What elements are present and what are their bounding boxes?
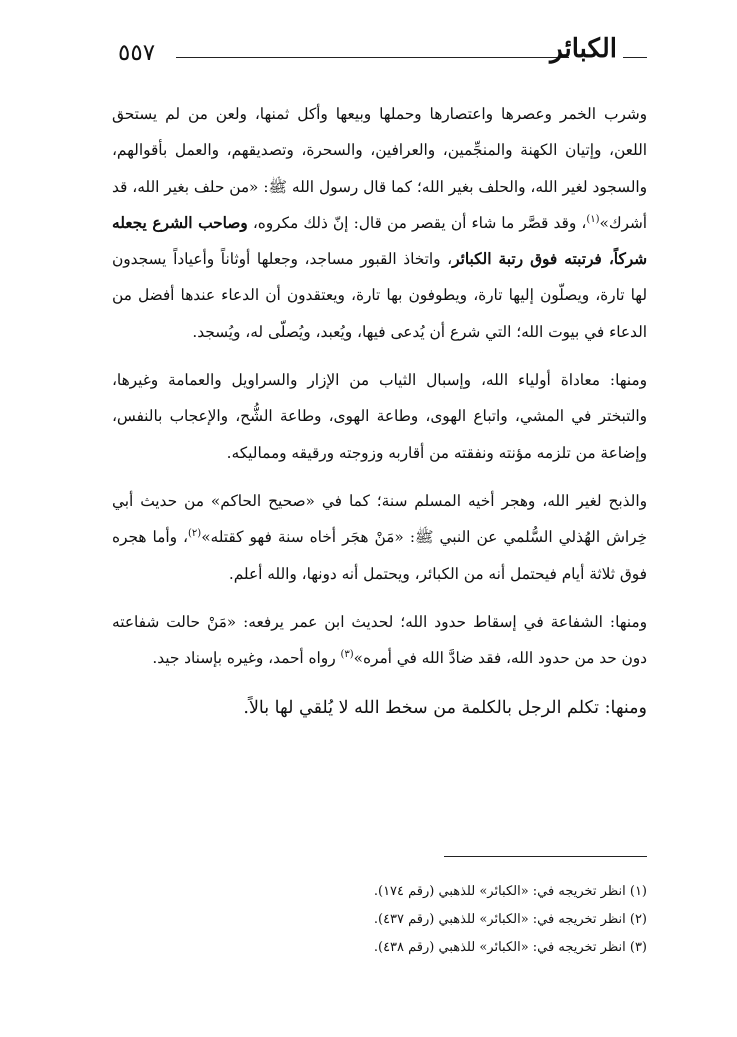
paragraph-3-text-a: والذبح لغير الله، وهجر أخيه المسلم سنة؛ كما في «صحيح الحاكم» من حديث أبي خِراش الهُذلي السُّلمي عن النبي ﷺ: «مَنْ هجَر أخاه سنة فهو كقتله» xyxy=(112,491,647,547)
paragraph-4-text-b: رواه أحمد، وغيره بإسناد جيد. xyxy=(152,649,341,668)
paragraph-3 xyxy=(112,483,647,592)
paragraph-1-text-b: ، وقد قصَّر ما شاء أن يقصر من قال: إنّ ذلك مكروه، xyxy=(247,213,587,232)
paragraph-1 xyxy=(112,96,647,350)
footnote-1: (١) انظر تخريجه في: «الكبائر» للذهبي (رقم ١٧٤). xyxy=(373,884,647,899)
footnotes xyxy=(112,878,647,962)
paragraph-2: ومنها: معاداة أولياء الله، وإسبال الثياب من الإزار والسراويل والعمامة وغيرها، والتبختر في المشي، واتباع الهوى، وطاعة الهوى، وطاعة الشُّح، والإعجاب بالنفس، وإضاعة من تلزمه مؤنته ونفقته من أقاربه وزوجته ورقيقه ومماليكه. xyxy=(112,371,647,462)
running-header xyxy=(118,34,647,78)
footnote-separator xyxy=(444,856,647,857)
paragraph-3-text-b: ، وأما هجره فوق ثلاثة أيام فيحتمل أنه من الكبائر، ويحتمل أنه دونها، والله أعلم. xyxy=(112,528,647,583)
paragraph-4-text-a: ومنها: الشفاعة في إسقاط حدود الله؛ لحديث ابن عمر يرفعه: «مَنْ حالت شفاعته دون حد من حدود الله، فقد ضادَّ الله في أمره» xyxy=(112,612,647,668)
footnote-ref-2: (٢) xyxy=(188,528,202,540)
footnote-ref-1: (١) xyxy=(586,213,600,225)
footnote-2: (٢) انظر تخريجه في: «الكبائر» للذهبي (رقم ٤٣٧). xyxy=(373,912,647,927)
footnote-ref-3: (٣) xyxy=(340,649,354,661)
header-rule-right xyxy=(623,57,647,58)
paragraph-1-text-c: ، واتخاذ القبور مساجد، وجعلها أوثاناً وأعياداً يسجدون لها تارة، ويصلّون إليها تارة، ويطوفون بها تارة، ويعتقدون أن الدعاء عندها أفضل من الدعاء في بيوت الله؛ التي شرع أن يُدعى فيها، ويُعبد، ويُصلّى له، ويُسجد. xyxy=(112,250,647,341)
paragraph-1-text-a: وشرب الخمر وعصرها واعتصارها وحملها وبيعها وأكل ثمنها، ولعن من لم يستحق اللعن، وإتيان الكهنة والمنجِّمين، والعرافين، والسحرة، وتصديقهم، والعمل بأقوالهم، والسجود لغير الله، والحلف بغير الله؛ كما قال رسول الله ﷺ: «من حلف بغير الله، قد أشرك» xyxy=(112,105,647,232)
page-number: ٥٥٧ xyxy=(118,40,156,66)
main-text xyxy=(112,96,647,727)
paragraph-1-bold-text: وصاحب الشرع يجعله شركاً، فرتبته فوق رتبة الكبائر xyxy=(112,213,647,269)
paragraph-4 xyxy=(112,604,647,677)
book-title: الكبائر xyxy=(550,34,617,64)
footnote-3: (٣) انظر تخريجه في: «الكبائر» للذهبي (رقم ٤٣٨). xyxy=(373,940,647,955)
header-rule-left xyxy=(176,57,569,58)
paragraph-5: ومنها: تكلم الرجل بالكلمة من سخط الله لا يُلقي لها بالاً. xyxy=(243,698,647,719)
